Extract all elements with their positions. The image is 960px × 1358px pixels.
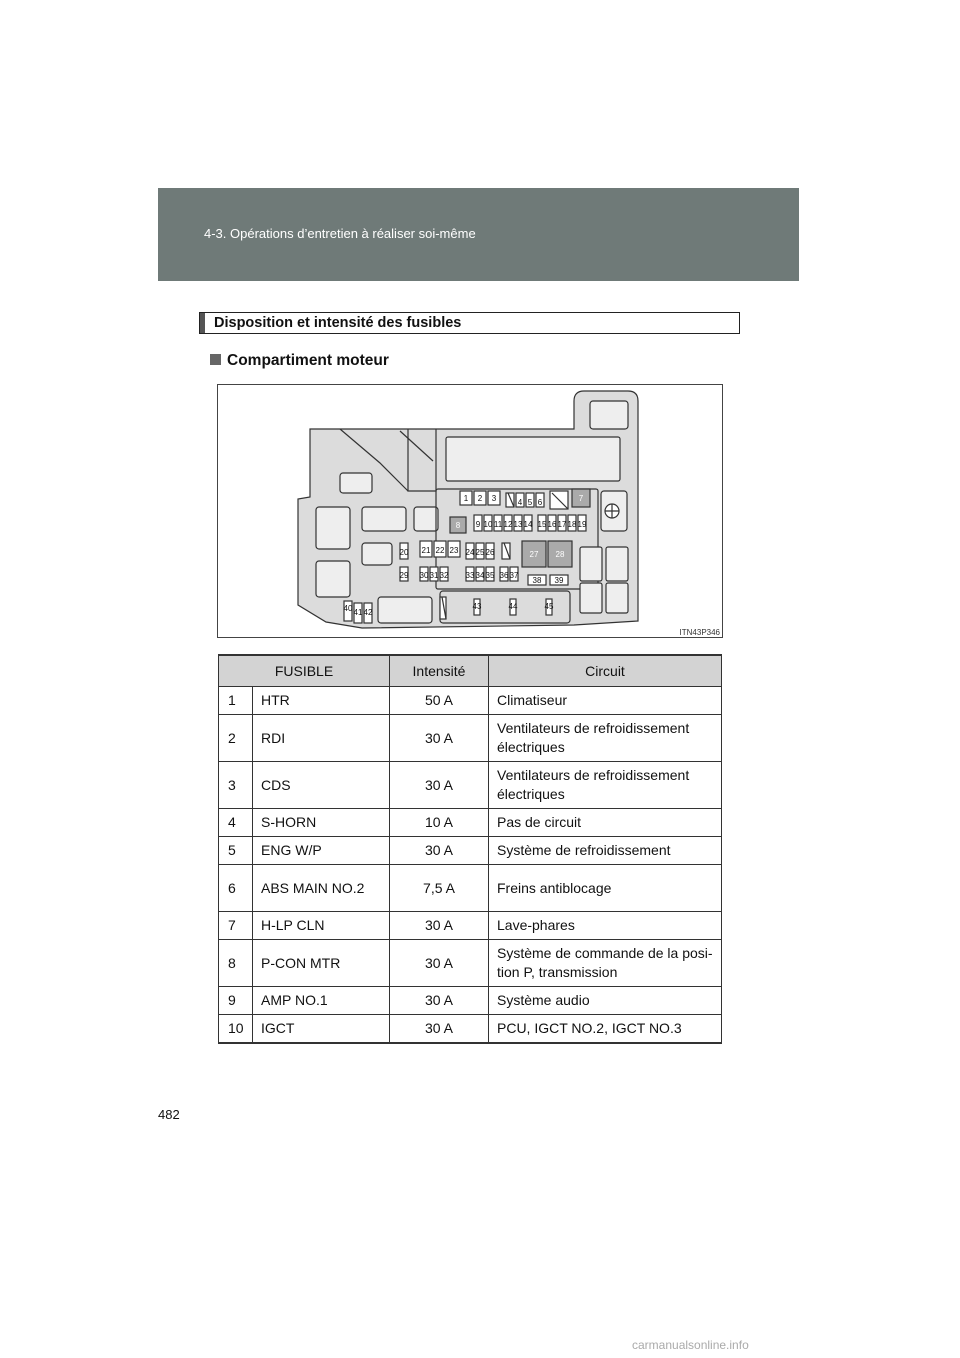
- header-circuit: Circuit: [489, 655, 722, 687]
- fuse-label-1: 1: [463, 494, 469, 503]
- table-row: [219, 865, 722, 912]
- fuse-label-10: 10: [483, 520, 493, 529]
- fuse-label-40: 40: [343, 604, 353, 613]
- fuse-label-42: 42: [363, 608, 373, 617]
- fuse-label-30: 30: [419, 571, 429, 580]
- table-row: [219, 912, 722, 940]
- fuse-label-8: 8: [455, 521, 461, 530]
- fuse-label-13: 13: [513, 520, 523, 529]
- fuse-amperage: 50 A: [390, 687, 489, 715]
- fuse-name: AMP NO.1: [253, 987, 390, 1015]
- fuse-circuit: Système de refroidissement: [489, 837, 722, 865]
- fuse-circuit: Ventilateurs de refroidissement électriques: [489, 715, 722, 762]
- fuse-label-17: 17: [557, 520, 567, 529]
- fuse-number: 6: [219, 865, 253, 912]
- fuse-name: S-HORN: [253, 809, 390, 837]
- fuse-label-24: 24: [465, 548, 475, 557]
- fuse-amperage: 30 A: [390, 987, 489, 1015]
- table-row: [219, 940, 722, 987]
- fuse-label-26: 26: [485, 548, 495, 557]
- fuse-label-41: 41: [353, 608, 363, 617]
- fuse-circuit: Climatiseur: [489, 687, 722, 715]
- figure-code: ITN43P346: [679, 628, 720, 637]
- fuse-circuit: PCU, IGCT NO.2, IGCT NO.3: [489, 1015, 722, 1043]
- fuse-amperage: 30 A: [390, 912, 489, 940]
- fuse-label-38: 38: [532, 576, 542, 585]
- fuse-label-12: 12: [503, 520, 513, 529]
- table-row: [219, 715, 722, 762]
- fuse-name: IGCT: [253, 1015, 390, 1043]
- fuse-name: ENG W/P: [253, 837, 390, 865]
- fuse-label-23: 23: [449, 546, 459, 555]
- fuse-amperage: 7,5 A: [390, 865, 489, 912]
- fuse-number: 3: [219, 762, 253, 809]
- header-intensity: Intensité: [390, 655, 489, 687]
- table-row: [219, 837, 722, 865]
- fuse-label-22: 22: [435, 546, 445, 555]
- fuse-number: 1: [219, 687, 253, 715]
- table-header-row: [219, 655, 722, 687]
- fuse-number: 10: [219, 1015, 253, 1043]
- fuse-label-29: 29: [399, 571, 409, 580]
- fuse-box-diagram: [217, 384, 723, 638]
- fuse-amperage: 30 A: [390, 1015, 489, 1043]
- fuse-circuit: Freins antiblocage: [489, 865, 722, 912]
- fuse-number: 4: [219, 809, 253, 837]
- fuse-label-7: 7: [578, 494, 584, 503]
- fuse-label-28: 28: [555, 550, 565, 559]
- subsection-title: Compartiment moteur: [227, 352, 389, 369]
- fuse-number: 7: [219, 912, 253, 940]
- fuse-amperage: 30 A: [390, 715, 489, 762]
- watermark: carmanualsonline.info: [632, 1338, 749, 1352]
- fuse-label-37: 37: [509, 571, 519, 580]
- fuse-label-20: 20: [399, 548, 409, 557]
- fuse-label-16: 16: [547, 520, 557, 529]
- fuse-label-31: 31: [429, 571, 439, 580]
- fuse-table: [218, 654, 722, 1044]
- chapter-header: [158, 188, 799, 281]
- breadcrumb: 4-3. Opérations d’entretien à réaliser soi-même: [204, 226, 476, 241]
- fuse-box-illustration: [218, 385, 724, 639]
- fuse-circuit: Système de commande de la posi-tion P, transmission: [489, 940, 722, 987]
- fuse-amperage: 10 A: [390, 809, 489, 837]
- fuse-name: H-LP CLN: [253, 912, 390, 940]
- fuse-number: 2: [219, 715, 253, 762]
- fuse-number: 9: [219, 987, 253, 1015]
- fuse-label-14: 14: [523, 520, 533, 529]
- fuse-amperage: 30 A: [390, 762, 489, 809]
- fuse-circuit: Système audio: [489, 987, 722, 1015]
- square-bullet-icon: [210, 354, 221, 365]
- fuse-label-35: 35: [485, 571, 495, 580]
- fuse-label-36: 36: [499, 571, 509, 580]
- fuse-label-2: 2: [477, 494, 483, 503]
- fuse-name: P-CON MTR: [253, 940, 390, 987]
- fuse-label-9: 9: [475, 520, 481, 529]
- fuse-label-3: 3: [491, 494, 497, 503]
- section-title: Disposition et intensité des fusibles: [214, 315, 462, 331]
- fuse-number: 8: [219, 940, 253, 987]
- fuse-label-45: 45: [544, 602, 554, 611]
- table-row: [219, 809, 722, 837]
- section-title-box: [199, 312, 740, 334]
- fuse-circuit: Lave-phares: [489, 912, 722, 940]
- table-row: [219, 987, 722, 1015]
- fuse-label-4: 4: [517, 498, 523, 507]
- fuse-label-39: 39: [554, 576, 564, 585]
- table-row: [219, 762, 722, 809]
- fuse-number: 5: [219, 837, 253, 865]
- fuse-label-15: 15: [537, 520, 547, 529]
- header-fuse: FUSIBLE: [219, 655, 390, 687]
- fuse-label-21: 21: [421, 546, 431, 555]
- fuse-label-43: 43: [472, 602, 482, 611]
- fuse-name: CDS: [253, 762, 390, 809]
- fuse-label-32: 32: [439, 571, 449, 580]
- fuse-label-6: 6: [537, 498, 543, 507]
- fuse-label-44: 44: [508, 602, 518, 611]
- fuse-label-18: 18: [567, 520, 577, 529]
- section-title-bar: [200, 313, 205, 333]
- fuse-amperage: 30 A: [390, 837, 489, 865]
- fuse-circuit: Ventilateurs de refroidissement électriques: [489, 762, 722, 809]
- fuse-label-25: 25: [475, 548, 485, 557]
- fuse-name: ABS MAIN NO.2: [253, 865, 390, 912]
- fuse-circuit: Pas de circuit: [489, 809, 722, 837]
- subsection-heading: [210, 352, 389, 370]
- fuse-amperage: 30 A: [390, 940, 489, 987]
- table-row: [219, 1015, 722, 1043]
- fuse-label-34: 34: [475, 571, 485, 580]
- fuse-label-5: 5: [527, 498, 533, 507]
- fuse-label-11: 11: [493, 520, 503, 529]
- table-row: [219, 687, 722, 715]
- fuse-label-33: 33: [465, 571, 475, 580]
- fuse-label-19: 19: [577, 520, 587, 529]
- page-number: 482: [158, 1107, 180, 1122]
- fuse-name: HTR: [253, 687, 390, 715]
- fuse-name: RDI: [253, 715, 390, 762]
- fuse-label-27: 27: [529, 550, 539, 559]
